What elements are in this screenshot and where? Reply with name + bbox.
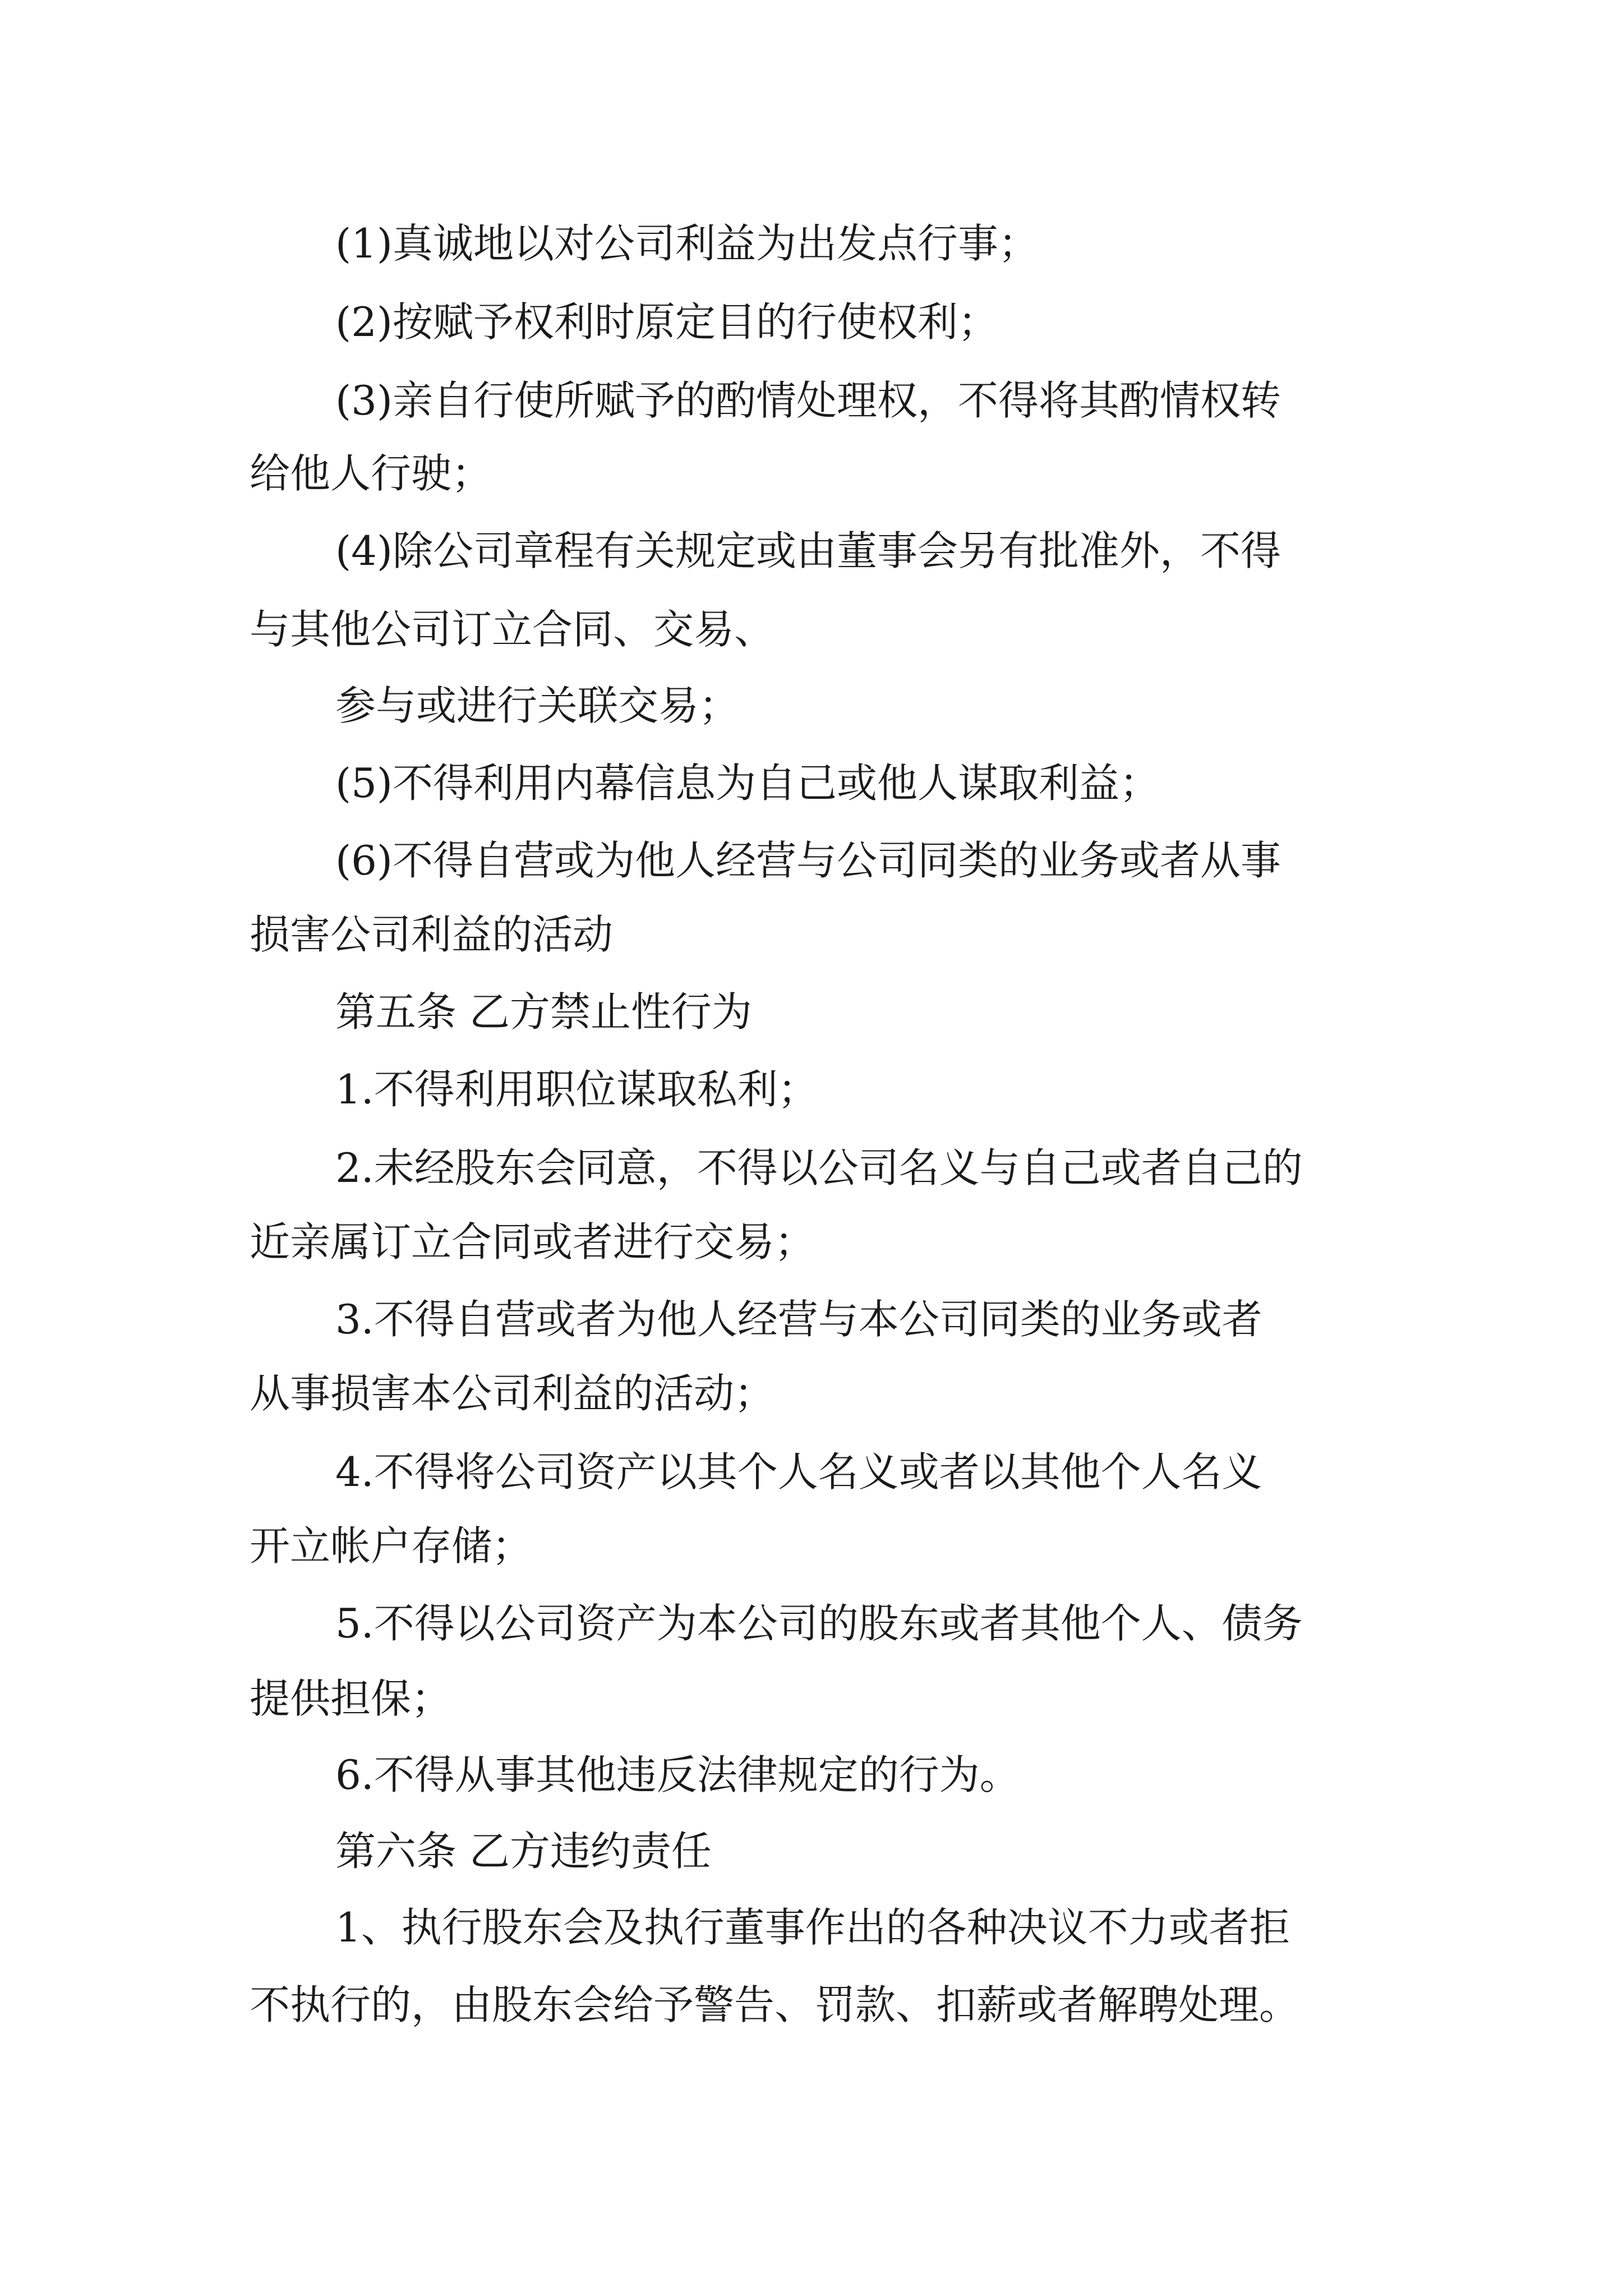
article-6-heading: 第六条 乙方违约责任 bbox=[335, 1828, 712, 1875]
clause-5-line: (5)不得利用内幕信息为自己或他人谋取利益； bbox=[335, 760, 1160, 807]
article-5-item-6: 6.不得从事其他违反法律规定的行为。 bbox=[335, 1751, 1020, 1798]
clause-4-line-2: 与其他公司订立合同、交易、 bbox=[250, 606, 775, 653]
article-5-item-1: 1.不得利用职位谋取私利； bbox=[335, 1066, 818, 1113]
article-5-item-5-line-1: 5.不得以公司资产为本公司的股东或者其他个人、债务 bbox=[335, 1600, 1303, 1647]
article-6-item-1-line-1: 1、执行股东会及执行董事作出的各种决议不力或者拒 bbox=[335, 1904, 1290, 1951]
clause-1-line: (1)真诚地以对公司利益为出发点行事； bbox=[335, 220, 1039, 267]
clause-6-line-2: 损害公司利益的活动 bbox=[250, 911, 614, 958]
article-5-item-3-line-1: 3.不得自营或者为他人经营与本公司同类的业务或者 bbox=[335, 1296, 1262, 1343]
article-5-item-3-line-2: 从事损害本公司利益的活动； bbox=[250, 1370, 775, 1417]
article-5-item-5-line-2: 提供担保； bbox=[250, 1675, 452, 1722]
clause-4-line-1: (4)除公司章程有关规定或由董事会另有批准外，不得 bbox=[335, 527, 1281, 574]
article-5-heading: 第五条 乙方禁止性行为 bbox=[335, 988, 752, 1036]
clause-3-line-2: 给他人行驶； bbox=[250, 450, 492, 497]
clause-3-line-1: (3)亲自行使所赋予的酌情处理权，不得将其酌情权转 bbox=[335, 377, 1281, 424]
clause-2-line: (2)按赋予权利时原定目的行使权利； bbox=[335, 298, 998, 346]
article-5-item-4-line-2: 开立帐户存储； bbox=[250, 1522, 533, 1570]
clause-4-line-3: 参与或进行关联交易； bbox=[335, 682, 740, 729]
article-6-item-1-line-2: 不执行的，由股东会给予警告、罚款、扣薪或者解聘处理。 bbox=[250, 1981, 1300, 2028]
clause-6-line-1: (6)不得自营或为他人经营与公司同类的业务或者从事 bbox=[335, 837, 1281, 884]
article-5-item-4-line-1: 4.不得将公司资产以其个人名义或者以其他个人名义 bbox=[335, 1448, 1262, 1496]
article-5-item-2-line-1: 2.未经股东会同意，不得以公司名义与自己或者自己的 bbox=[335, 1144, 1303, 1191]
article-5-item-2-line-2: 近亲属订立合同或者进行交易； bbox=[250, 1218, 815, 1266]
